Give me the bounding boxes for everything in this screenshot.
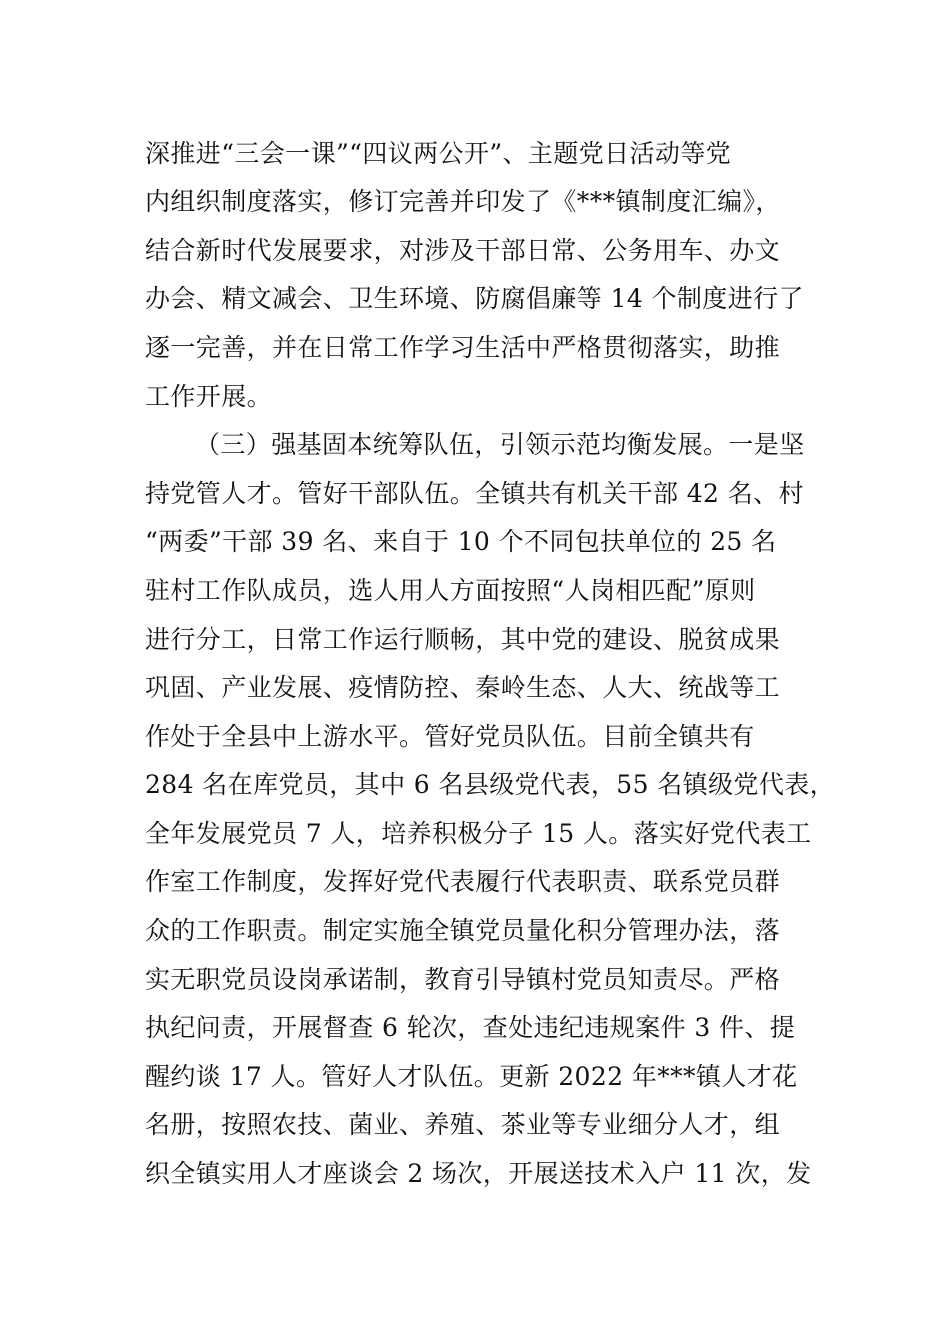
text-line: 结合新时代发展要求，对涉及干部日常、公务用车、办文: [145, 236, 781, 265]
text-line: 持党管人才。管好干部队伍。全镇共有机关干部 42 名、村: [145, 479, 804, 508]
text-line: 工作开展。: [145, 382, 273, 411]
text-line: 名册，按照农技、菌业、养殖、茶业等专业细分人才，组: [145, 1110, 781, 1139]
text-line: 作室工作制度，发挥好党代表履行代表职责、联系党员群: [145, 867, 781, 896]
text-line: 284 名在库党员，其中 6 名县级党代表，55 名镇级党代表，: [145, 770, 836, 799]
text-line: 内组织制度落实，修订完善并印发了《***镇制度汇编》，: [145, 187, 781, 216]
text-line: 众的工作职责。制定实施全镇党员量化积分管理办法，落: [145, 916, 781, 945]
text-line: 逐一完善，并在日常工作学习生活中严格贯彻落实，助推: [145, 333, 781, 362]
text-line: 作处于全县中上游水平。管好党员队伍。目前全镇共有: [145, 722, 755, 751]
text-line: 醒约谈 17 人。管好人才队伍。更新 2022 年***镇人才花: [145, 1062, 798, 1091]
text-line: 深推进“三会一课”“四议两公开”、主题党日活动等党: [145, 139, 732, 168]
text-line: 织全镇实用人才座谈会 2 场次，开展送技术入户 11 次，发: [145, 1159, 812, 1188]
text-line: 巩固、产业发展、疫情防控、秦岭生态、人大、统战等工: [145, 673, 781, 702]
text-line: 办会、精文减会、卫生环境、防腐倡廉等 14 个制度进行了: [145, 284, 804, 313]
section-heading-line: （三）强基固本统筹队伍，引领示范均衡发展。一是坚: [195, 430, 805, 459]
text-line: “两委”干部 39 名、来自于 10 个不同包扶单位的 25 名: [145, 527, 777, 556]
text-line: 进行分工，日常工作运行顺畅，其中党的建设、脱贫成果: [145, 625, 781, 654]
text-line: 全年发展党员 7 人，培养积极分子 15 人。落实好党代表工: [145, 819, 812, 848]
text-line: 实无职党员设岗承诺制，教育引导镇村党员知责尽。严格: [145, 965, 781, 994]
text-line: 执纪问责，开展督查 6 轮次，查处违纪违规案件 3 件、提: [145, 1013, 796, 1042]
text-line: 驻村工作队成员，选人用人方面按照“人岗相匹配”原则: [145, 576, 756, 605]
